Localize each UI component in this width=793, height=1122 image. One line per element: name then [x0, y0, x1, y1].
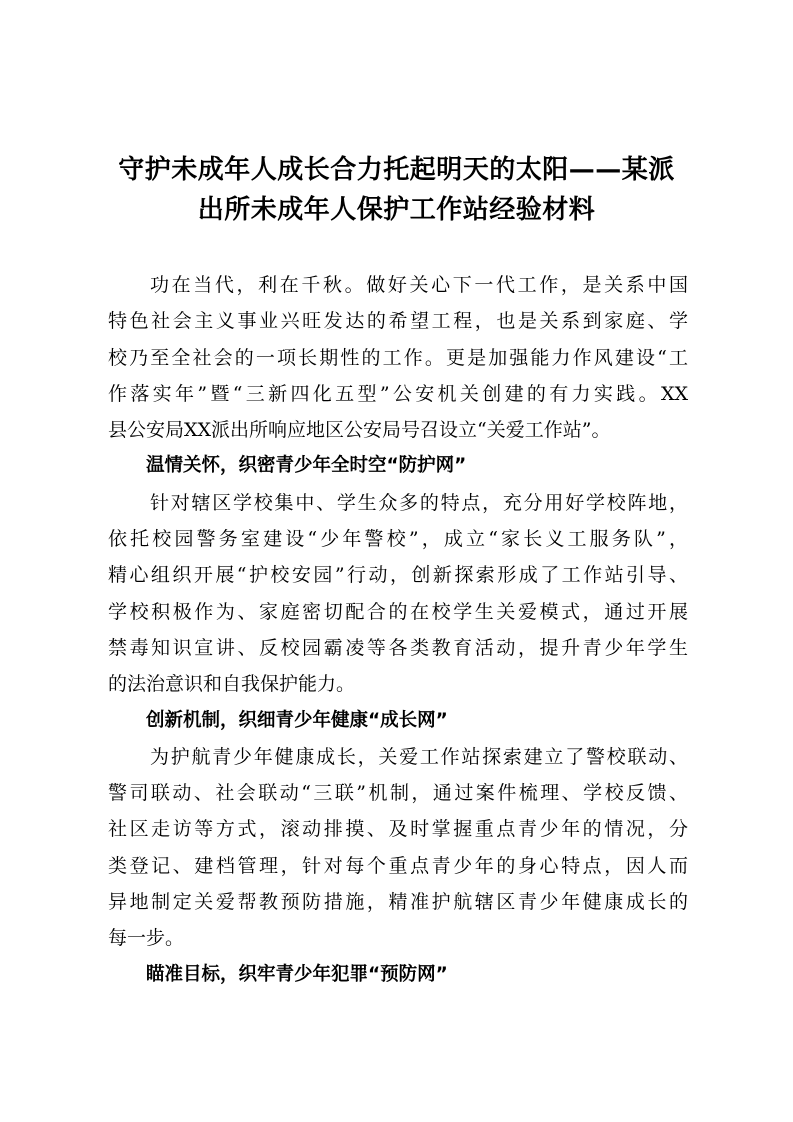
text-line: 异地制定关爱帮教预防措施，精准护航辖区青少年健康成长的: [108, 891, 688, 914]
text-line: 的法治意识和自我保护能力。: [108, 673, 356, 696]
text-line: 为护航青少年健康成长，关爱工作站探索建立了警校联动、: [150, 745, 688, 768]
intro-paragraph: [108, 267, 688, 448]
text-line: 作落实年”暨“三新四化五型”公安机关创建的有力实践。XX: [108, 382, 688, 405]
text-line: 学校积极作为、家庭密切配合的在校学生关爱模式，通过开展: [108, 600, 688, 623]
text-line: 功在当代，利在千秋。做好关心下一代工作，是关系中国: [150, 274, 688, 296]
title-line: 守护未成年人成长合力托起明天的太阳——某派: [118, 155, 675, 185]
section-paragraph-care: [108, 485, 688, 703]
text-line: 校乃至全社会的一项长期性的工作。更是加强能力作风建设“工: [108, 346, 688, 369]
text-line: 精心组织开展“护校安园”行动，创新探索形成了工作站引导、: [108, 564, 688, 587]
document-title: [100, 150, 693, 230]
text-line: 禁毒知识宣讲、反校园霸凌等各类教育活动，提升青少年学生: [108, 636, 688, 659]
section-paragraph-mechanism: [108, 739, 688, 957]
text-line: 每一步。: [108, 927, 185, 950]
text-line: 针对辖区学校集中、学生众多的特点，充分用好学校阵地，: [150, 491, 688, 514]
section-heading-mechanism: 创新机制，织细青少年健康“成长网”: [146, 709, 448, 731]
document-body: [108, 267, 688, 993]
text-line: 警司联动、社会联动“三联”机制，通过案件梳理、学校反馈、: [108, 782, 688, 805]
text-line: 依托校园警务室建设“少年警校”，成立“家长义工服务队”，: [108, 528, 688, 551]
text-line: 社区走访等方式，滚动排摸、及时掌握重点青少年的情况，分: [108, 818, 688, 841]
title-line: 出所未成年人保护工作站经验材料: [197, 195, 596, 225]
text-line: 县公安局XX派出所响应地区公安局号召设立“关爱工作站”。: [108, 419, 611, 442]
section-heading-prevention: 瞄准目标，织牢青少年犯罪“预防网”: [146, 963, 448, 985]
text-line: 特色社会主义事业兴旺发达的希望工程，也是关系到家庭、学: [108, 310, 688, 333]
section-heading-care: 温情关怀，织密青少年全时空“防护网”: [146, 455, 467, 477]
text-line: 类登记、建档管理，针对每个重点青少年的身心特点，因人而: [108, 854, 688, 877]
